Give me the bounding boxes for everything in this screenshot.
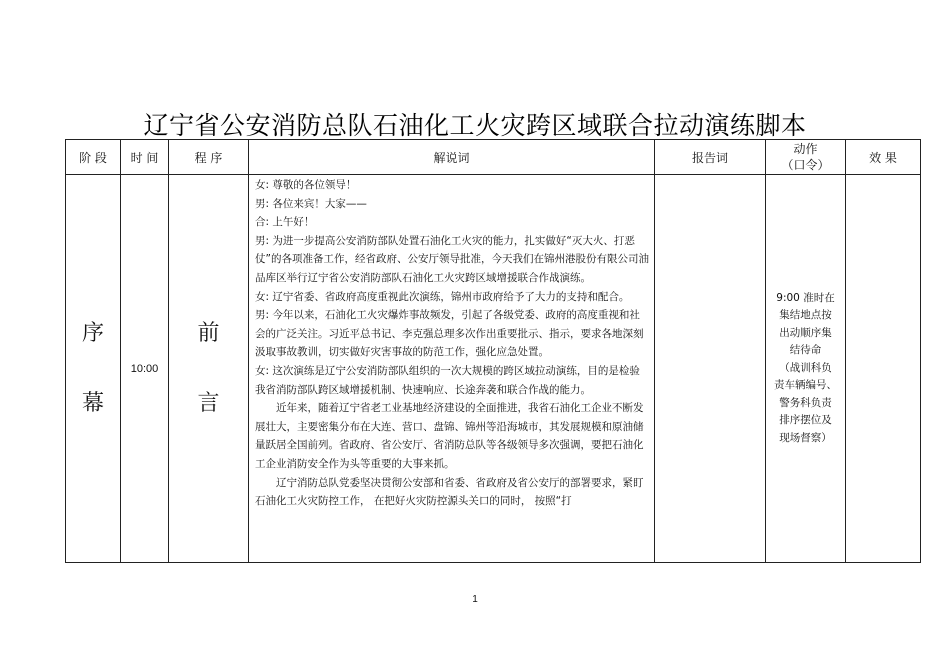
header-time: 时 间 — [121, 140, 169, 175]
procedure-char-2: 言 — [197, 390, 220, 416]
stage-char-1: 序 — [81, 320, 104, 346]
action-line: 警务科负责 — [779, 396, 832, 409]
page-number: 1 — [472, 594, 478, 605]
action-line: 排序摆位及 — [779, 414, 832, 427]
header-narration: 解说词 — [249, 140, 655, 175]
header-effect: 效 果 — [846, 140, 921, 175]
action-line: 出动顺序集 — [779, 326, 832, 339]
action-line: 9:00 准时在 — [776, 291, 835, 304]
action-line: 现场督察） — [779, 431, 832, 444]
narration-line: 男: 各位来宾！大家—— — [255, 197, 367, 210]
action-line: 结待命 — [789, 344, 822, 357]
header-procedure: 程 序 — [169, 140, 249, 175]
stage-cell — [66, 175, 121, 563]
action-line: 集结地点按 — [779, 309, 832, 322]
table-row — [66, 175, 921, 563]
effect-cell — [846, 175, 921, 563]
narration-cell — [249, 175, 655, 563]
action-line: （战训科负 — [779, 361, 832, 374]
action-cell — [766, 175, 846, 563]
procedure-char-1: 前 — [197, 320, 220, 346]
narration-line: 女: 辽宁省委、省政府高度重视此次演练，锦州市政府给予了大力的支持和配合。 — [255, 290, 630, 303]
header-action — [766, 140, 846, 175]
header-action-line1: 动作 — [793, 142, 818, 156]
document-title: 辽宁省公安消防总队石油化工火灾跨区域联合拉动演练脚本 — [143, 111, 807, 140]
procedure-cell — [169, 175, 249, 563]
time-cell: 10:00 — [121, 175, 169, 563]
table-header-row — [66, 140, 921, 175]
action-line: 责车辆编号、 — [774, 379, 837, 392]
header-report: 报告词 — [655, 140, 766, 175]
narration-paragraph: 辽宁消防总队党委坚决贯彻公安部和省委、省政府及省公安厅的部署要求，紧盯石油化工火灾防控工作， 在把好火灾防控源头关口的同时， 按照“打 — [255, 476, 644, 508]
narration-line: 女: 这次演练是辽宁公安消防部队组织的一次大规模的跨区域拉动演练，目的是检验我省消防部队跨区域增援机制、快速响应、长途奔袭和联合作战的能力。 — [255, 364, 640, 396]
report-cell — [655, 175, 766, 563]
drill-script-table — [65, 139, 921, 563]
narration-paragraph: 近年来，随着辽宁省老工业基地经济建设的全面推进，我省石油化工企业不断发展壮大，主要密集分布在大连、营口、盘锦、锦州等沿海城市，其发展规模和原油储量跃居全国前列。省政府、省公安厅、省消防总队等各级领导多次强调，要把石油化工企业消防安全作为头等重要的大事来抓。 — [255, 402, 644, 470]
header-action-line2: （口令） — [781, 158, 830, 172]
stage-char-2: 幕 — [81, 390, 104, 416]
narration-line: 男: 为进一步提高公安消防部队处置石油化工火灾的能力，扎实做好“灭大火、打恶仗”的各项准备工作，经省政府、公安厅领导批准，今天我们在锦州港股份有限公司油品库区举行辽宁省公安消防部队石油化工火灾跨区域增援联合作战演练。 — [255, 234, 649, 284]
narration-line: 女: 尊敬的各位领导！ — [255, 179, 357, 191]
header-stage: 阶 段 — [66, 140, 121, 175]
narration-line: 男: 今年以来，石油化工火灾爆炸事故频发，引起了各级党委、政府的高度重视和社会的广泛关注。习近平总书记、李克强总理多次作出重要批示、指示，要求各地深刻汲取事故教训，切实做好灾害事故的防范工作，强化应急处置。 — [255, 309, 644, 359]
narration-line: 合: 上午好！ — [255, 216, 315, 229]
